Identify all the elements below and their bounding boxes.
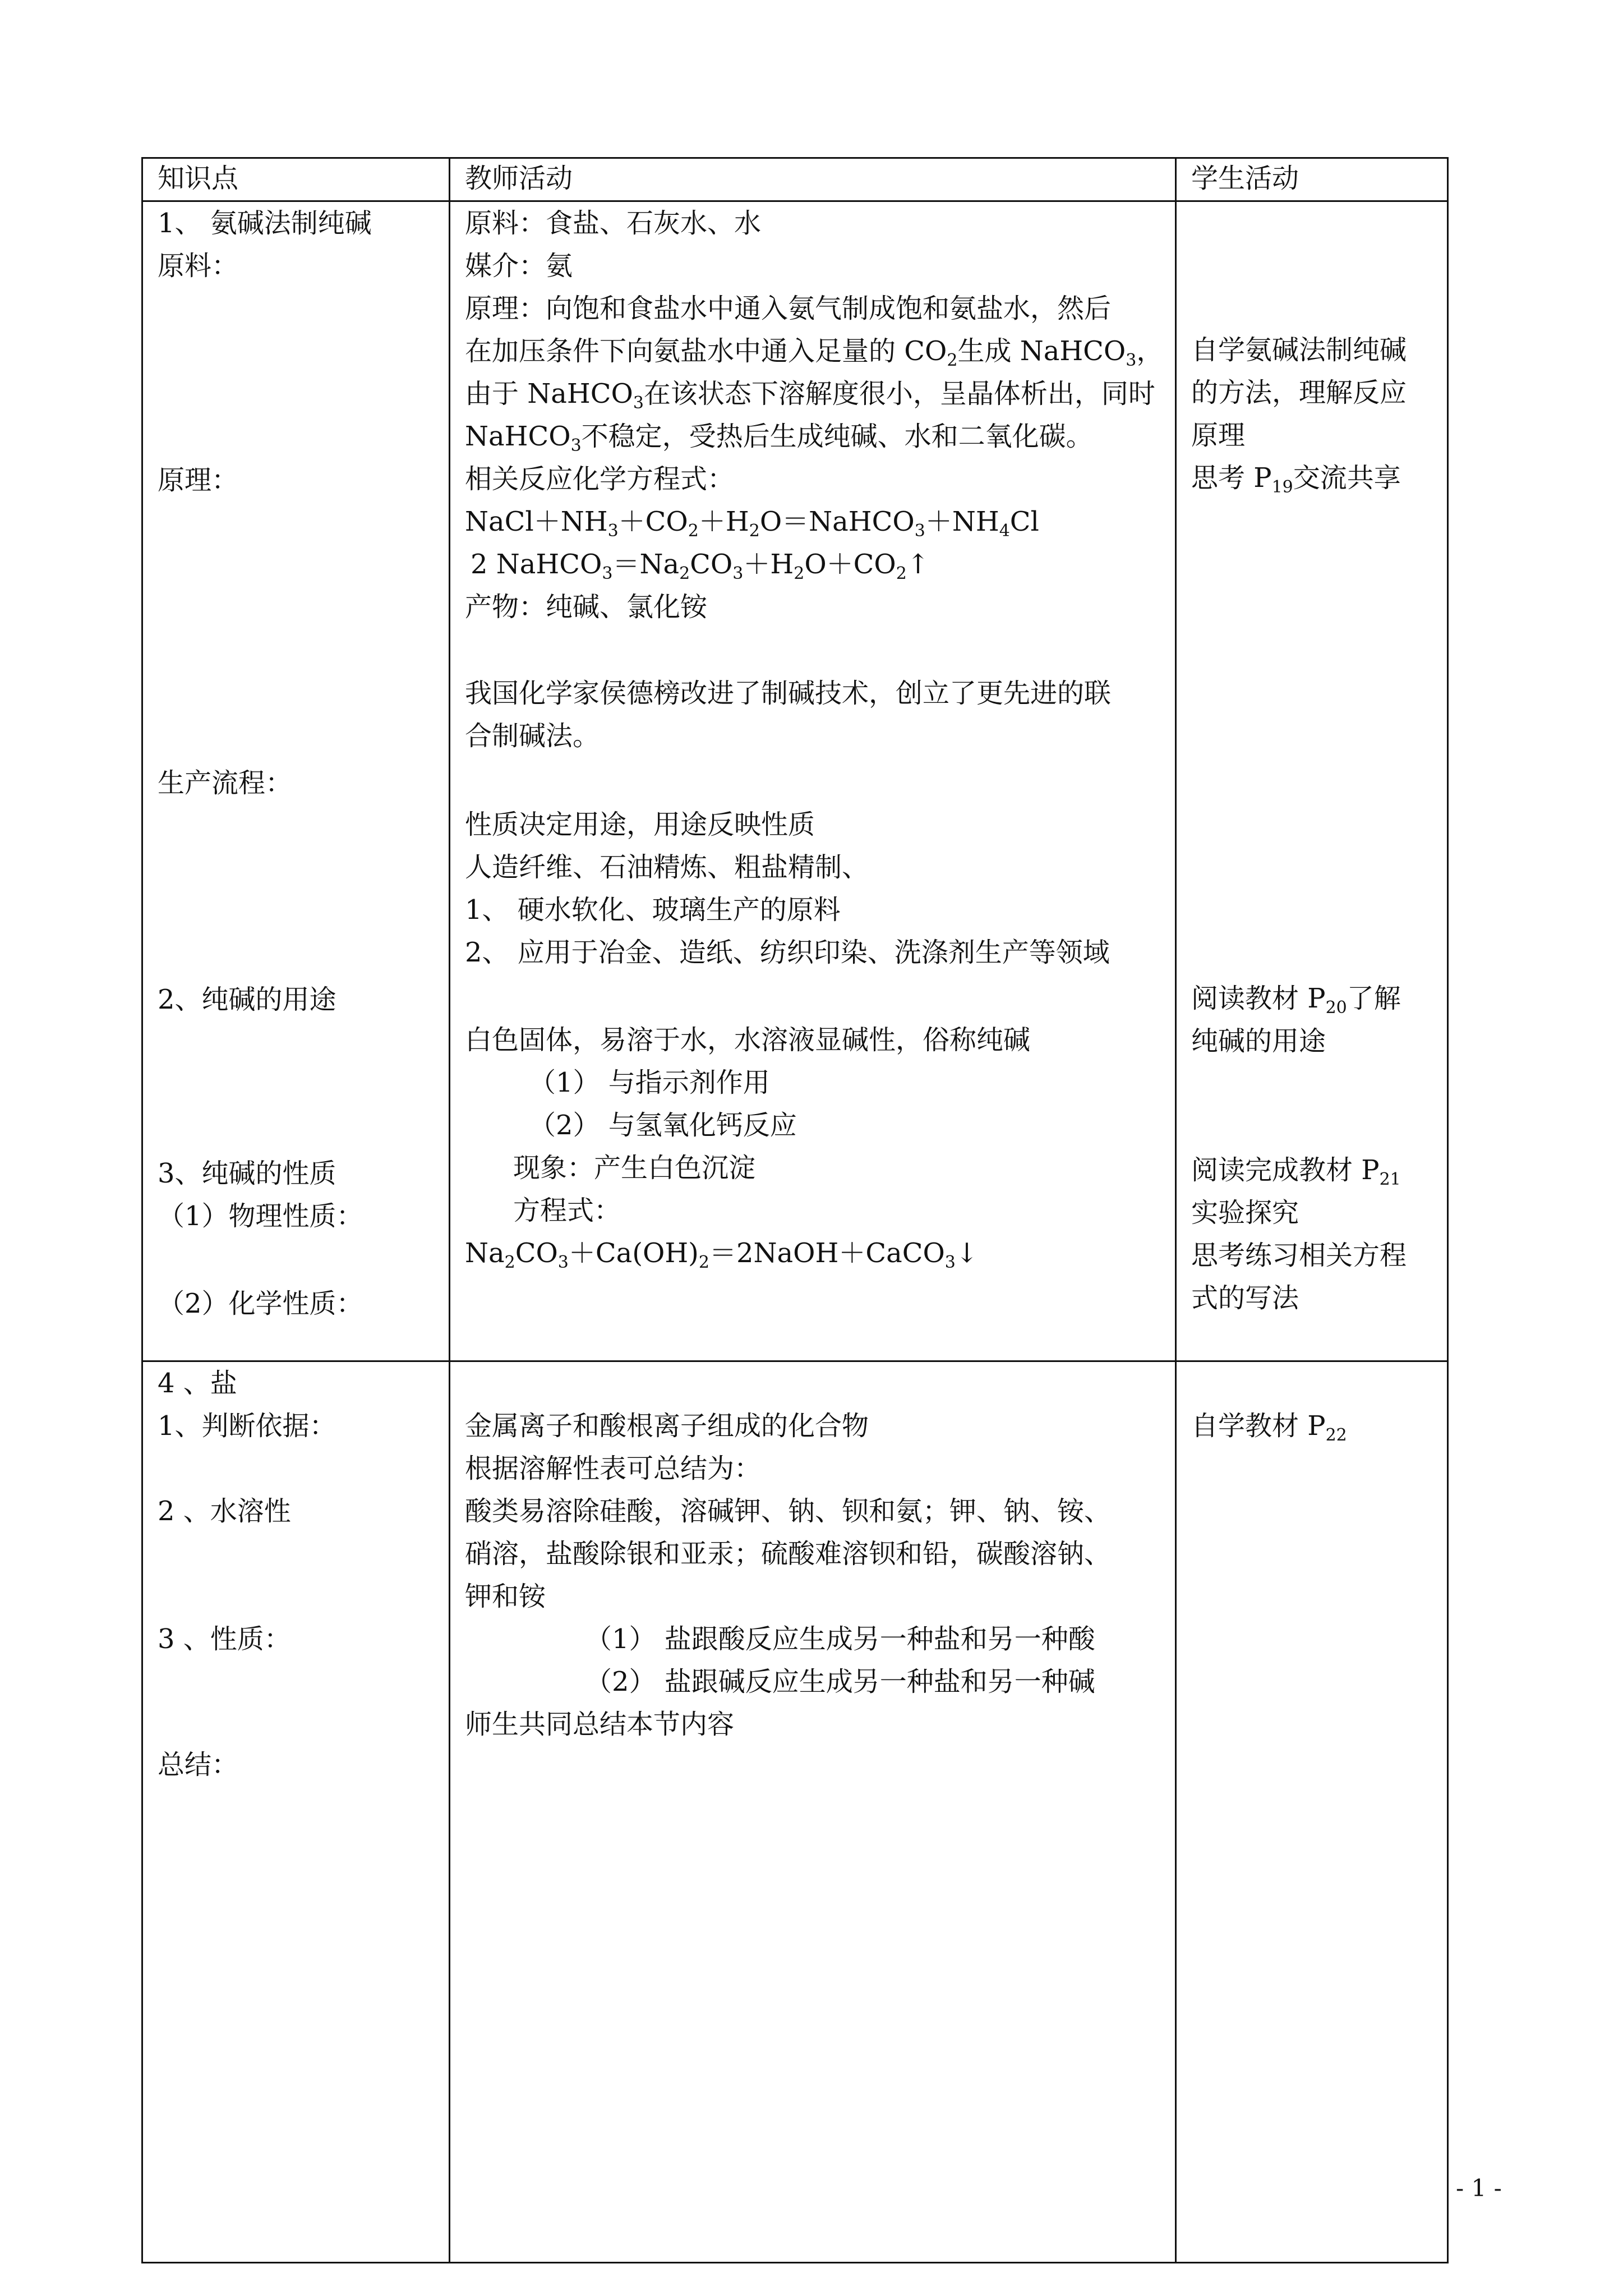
teacher-line: 师生共同总结本节内容 [465,1709,735,1740]
teacher-line: 白色固体，易溶于水，水溶液显碱性，俗称纯碱 [465,1024,1031,1056]
teacher-line: 原理：向饱和食盐水中通入氨气制成饱和氨盐水，然后 [465,293,1112,324]
teacher-line: 1、 硬水软化、玻璃生产的原料 [465,894,841,926]
teacher-line: 合制碱法。 [465,720,600,752]
table-row [142,1361,1448,2263]
student-line: 式的写法 [1191,1282,1299,1314]
knowledge-line: 3、纯碱的性质 [158,1158,336,1189]
knowledge-line: 生产流程： [158,767,293,799]
teacher-line: 由于 NaHCO$_3$在该状态下溶解度很小，呈晶体析出，同时 [465,378,1155,413]
header-knowledge-label: 知识点 [158,163,239,194]
teacher-line: 方程式： [513,1195,621,1226]
knowledge-line: （1）物理性质： [158,1200,363,1232]
student-line: 思考 $P_{19}$交流共享 [1191,462,1401,497]
teacher-line: 金属离子和酸根离子组成的化合物 [465,1410,869,1442]
teacher-line: 原料：食盐、石灰水、水 [465,208,762,239]
teacher-line: 产物：纯碱、氯化铵 [465,591,708,623]
knowledge-line: 1、判断依据： [158,1410,336,1442]
knowledge-cell [142,201,450,1361]
teacher-line: 人造纤维、石油精炼、粗盐精制、 [465,852,869,883]
teacher-line: （1） 与指示剂作用 [529,1067,770,1098]
teacher-line: 在加压条件下向氨盐水中通入足量的 $CO_2$生成 NaHCO$_3$， [465,335,1164,370]
page-number: - 1 - [1456,2174,1502,2202]
knowledge-line: 总结： [158,1749,239,1780]
teacher-line: 2、 应用于冶金、造纸、纺织印染、洗涤剂生产等领域 [465,937,1110,968]
teacher-activity-cell [450,1361,1176,2263]
teacher-line: NaHCO$_3$不稳定，受热后生成纯碱、水和二氧化碳。 [465,421,1093,455]
knowledge-line: 2 、水溶性 [158,1496,291,1527]
teacher-line: 相关反应化学方程式： [465,463,735,495]
student-activity-cell [1176,1361,1448,2263]
teacher-line: （1） 盐跟酸反应生成另一种盐和另一种酸 [585,1623,1095,1655]
chemical-equation-3: $Na_2CO_3+Ca(OH)_2=2NaOH+CaCO_3↓$ [465,1237,979,1272]
header-cell-student [1176,158,1448,201]
teacher-line: 酸类易溶除硅酸，溶碱钾、钠、钡和氨；钾、钠、铵、 [465,1496,1112,1527]
student-activity-cell [1176,201,1448,1361]
header-teacher-label: 教师活动 [465,163,573,194]
knowledge-line: （2）化学性质： [158,1288,363,1319]
teacher-line: （2） 与氢氧化钙反应 [529,1110,797,1141]
knowledge-line: 1、 氨碱法制纯碱 [158,208,372,239]
student-line: 原理 [1191,420,1246,451]
lesson-plan-table [141,157,1449,2263]
knowledge-line: 2、纯碱的用途 [158,984,336,1015]
student-line: 阅读完成教材 $P_{21}$ [1191,1154,1401,1189]
knowledge-line: 4 、盐 [158,1368,237,1399]
chemical-equation-2: 2 $NaHCO_3=Na_2CO_3+H_2O+CO_2↑$ [471,549,930,583]
teacher-activity-cell [450,201,1176,1361]
teacher-line: 我国化学家侯德榜改进了制碱技术，创立了更先进的联 [465,678,1112,709]
table-header-row [142,158,1448,201]
teacher-line: 现象：产生白色沉淀 [513,1152,756,1184]
student-line: 实验探究 [1191,1197,1299,1228]
teacher-line: 性质决定用途，用途反映性质 [465,809,815,840]
student-line: 自学氨碱法制纯碱 [1191,334,1407,366]
teacher-line: 硝溶，盐酸除银和亚汞；硫酸难溶钡和铅，碳酸溶钠、 [465,1538,1112,1570]
student-line: 思考练习相关方程 [1191,1240,1407,1271]
header-cell-knowledge [142,158,450,201]
student-line: 自学教材 $P_{22}$ [1191,1410,1347,1445]
student-line: 阅读教材 $P_{20}$了解 [1191,983,1401,1018]
teacher-line: 媒介：氨 [465,250,573,282]
header-student-label: 学生活动 [1191,163,1299,194]
chemical-equation-1: $NaCl+NH_3+CO_2+H_2O=NaHCO_3+NH_4Cl$ [465,506,1039,541]
student-line: 的方法，理解反应 [1191,377,1407,408]
knowledge-cell [142,1361,450,2263]
header-cell-teacher [450,158,1176,201]
knowledge-line: 原料： [158,250,239,282]
teacher-line: 钾和铵 [465,1581,546,1612]
knowledge-line: 原理： [158,464,239,496]
table-row [142,201,1448,1361]
knowledge-line: 3 、性质： [158,1623,291,1655]
teacher-line: 根据溶解性表可总结为： [465,1453,762,1484]
student-line: 纯碱的用途 [1191,1025,1326,1057]
teacher-line: （2） 盐跟碱反应生成另一种盐和另一种碱 [585,1666,1095,1697]
